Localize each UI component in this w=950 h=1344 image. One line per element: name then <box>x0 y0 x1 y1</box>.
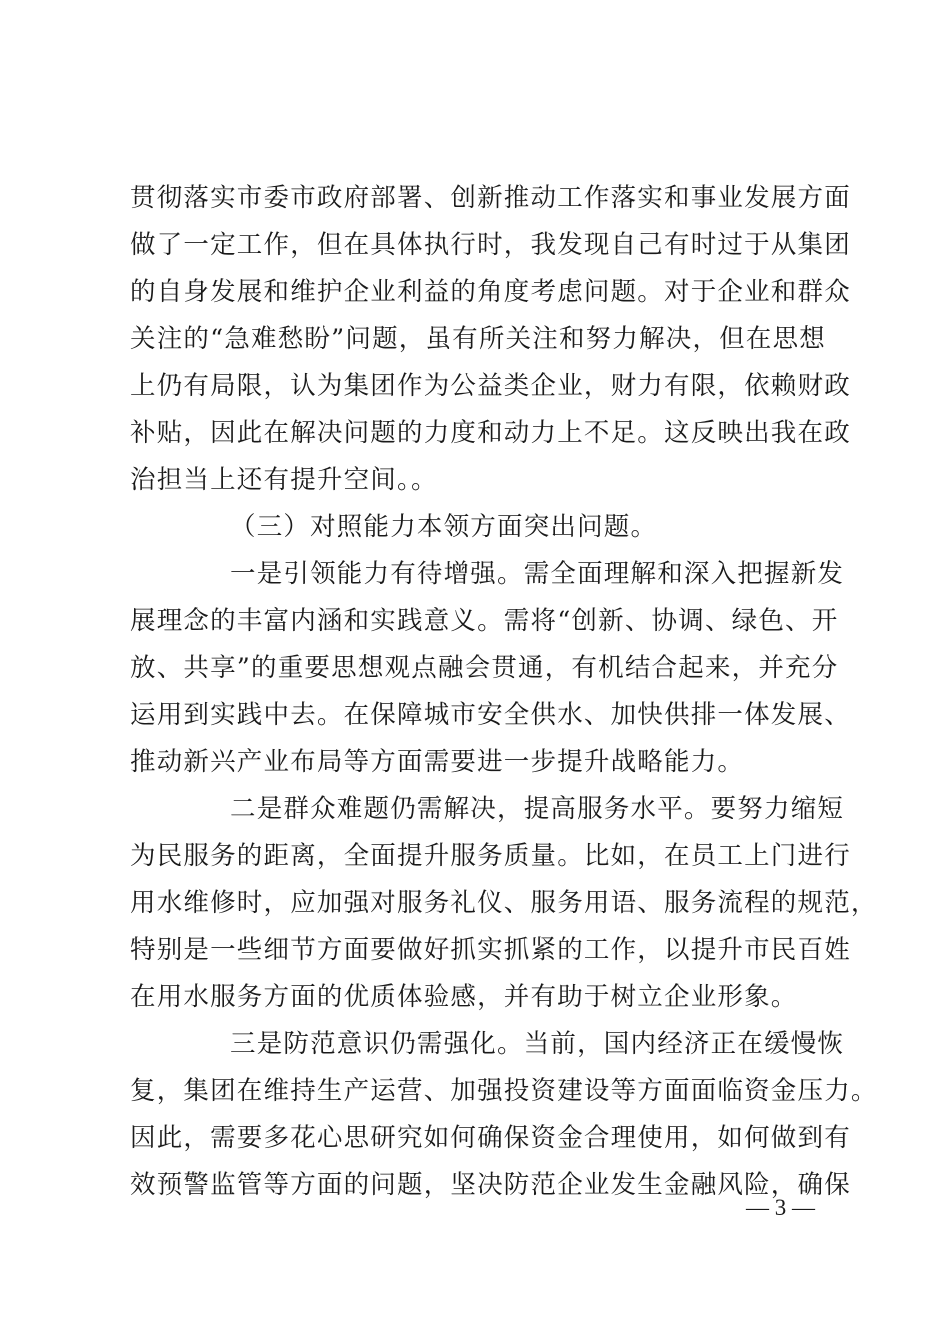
text-line: 为民服务的距离，全面提升服务质量。比如，在员工上门进行 <box>130 841 851 871</box>
paragraph-start: 一是引领能力有待增强。需全面理解和深入把握新发 <box>230 559 845 589</box>
section-heading: （三）对照能力本领方面突出问题。 <box>230 512 658 542</box>
text-line: 补贴，因此在解决问题的力度和动力上不足。这反映出我在政 <box>130 418 851 448</box>
text-line: 做了一定工作，但在具体执行时，我发现自己有时过于从集团 <box>130 230 851 260</box>
text-line: 放、共享”的重要思想观点融会贯通，有机结合起来，并充分 <box>130 653 839 683</box>
body-text <box>130 175 878 1209</box>
text-line: 特别是一些细节方面要做好抓实抓紧的工作，以提升市民百姓 <box>130 935 851 965</box>
text-line: 上仍有局限，认为集团作为公益类企业，财力有限，依赖财政 <box>130 371 851 401</box>
paragraph-start: 二是群众难题仍需解决，提高服务水平。要努力缩短 <box>230 794 845 824</box>
text-line: 治担当上还有提升空间。。 <box>130 465 438 495</box>
text-line: 关注的“急难愁盼”问题，虽有所关注和努力解决，但在思想 <box>130 324 826 354</box>
text-line: 运用到实践中去。在保障城市安全供水、加快供排一体发展、 <box>130 700 851 730</box>
text-line: 在用水服务方面的优质体验感，并有助于树立企业形象。 <box>130 982 798 1012</box>
text-line: 推动新兴产业布局等方面需要进一步提升战略能力。 <box>130 747 745 777</box>
page-number: — 3 — <box>746 1195 815 1220</box>
paragraph-start: 三是防范意识仍需强化。当前，国内经济正在缓慢恢 <box>230 1029 845 1059</box>
text-line: 因此，需要多花心思研究如何确保资金合理使用，如何做到有 <box>130 1123 851 1153</box>
text-line: 的自身发展和维护企业利益的角度考虑问题。对于企业和群众 <box>130 277 851 307</box>
text-line: 贯彻落实市委市政府部署、创新推动工作落实和事业发展方面 <box>130 183 851 213</box>
text-line: 复，集团在维持生产运营、加强投资建设等方面面临资金压力。 <box>130 1076 878 1106</box>
text-line: 效预警监管等方面的问题，坚决防范企业发生金融风险，确保 <box>130 1170 851 1200</box>
text-line: 用水维修时，应加强对服务礼仪、服务用语、服务流程的规范， <box>130 888 878 918</box>
text-line: 展理念的丰富内涵和实践意义。需将“创新、协调、绿色、开 <box>130 606 839 636</box>
